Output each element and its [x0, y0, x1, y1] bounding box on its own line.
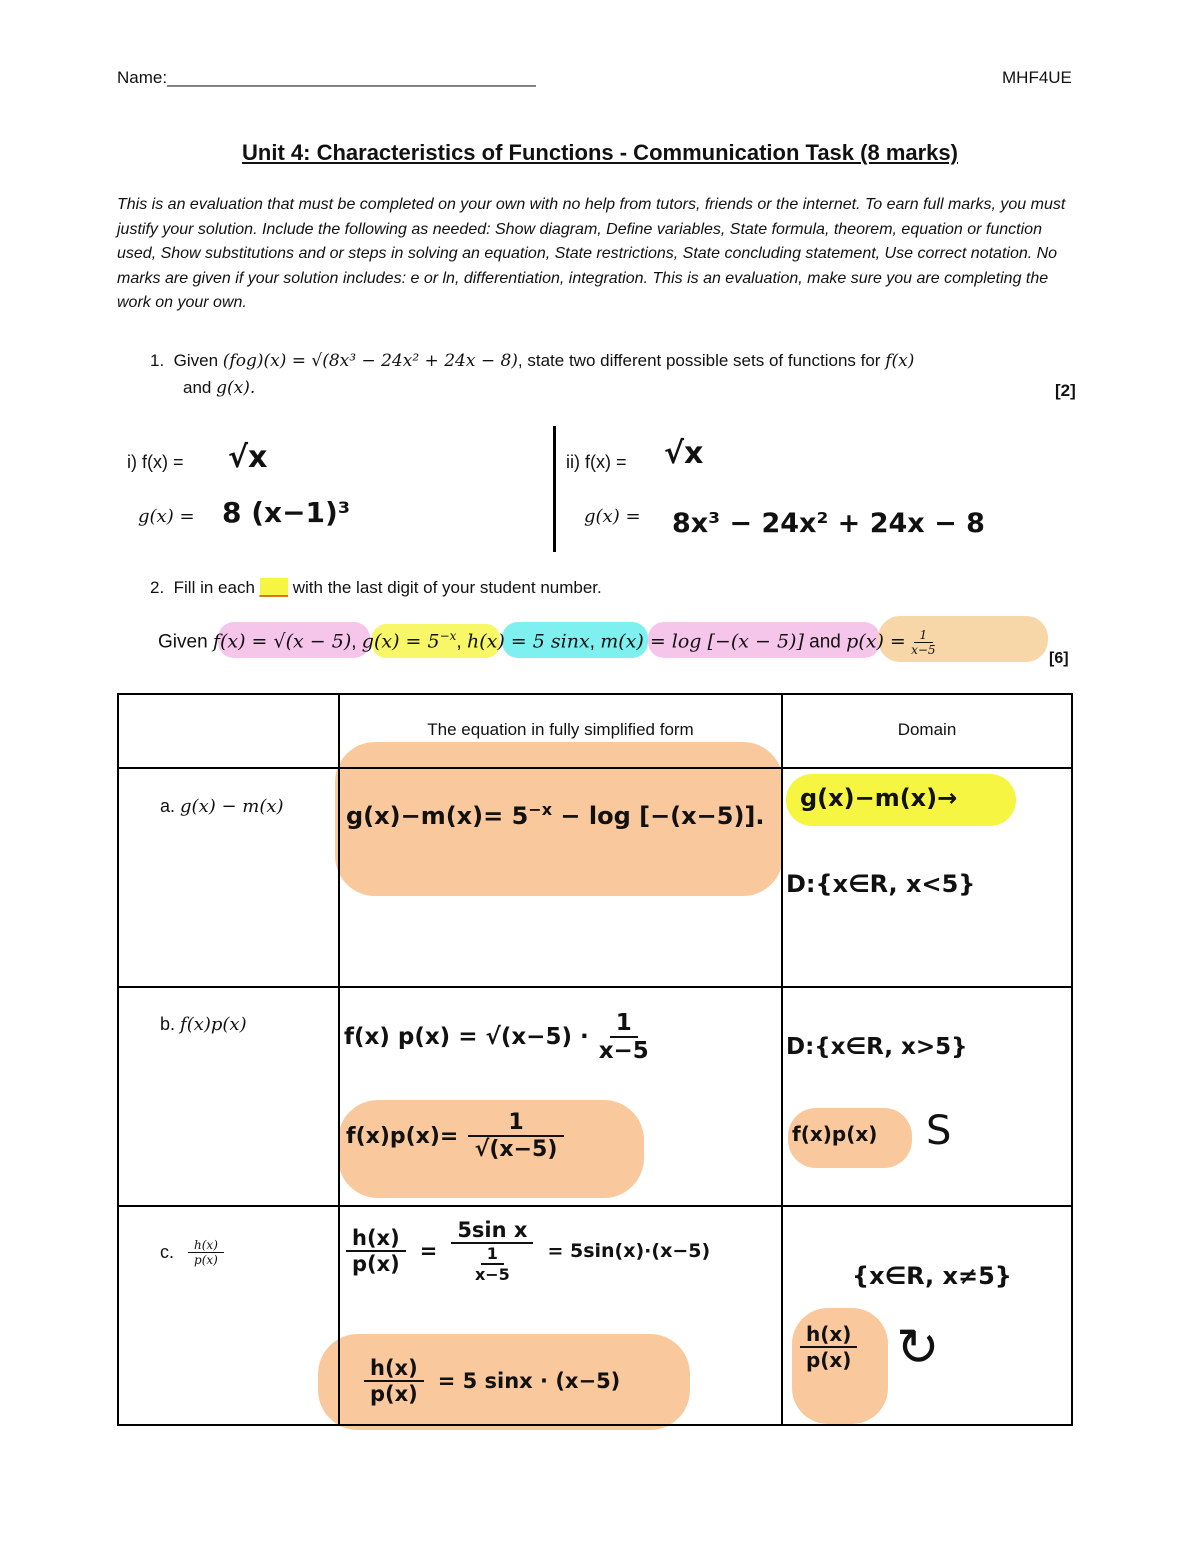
- course-code: MHF4UE: [1002, 68, 1072, 87]
- set-i-f-answer: √x: [228, 440, 268, 475]
- row-c-domain-expr: [800, 1322, 857, 1372]
- row-b-domain-expr: f(x)p(x): [792, 1122, 878, 1146]
- q1-prompt-line2: [183, 378, 255, 398]
- row-b-work-frac-den: x−5: [598, 1038, 649, 1064]
- row-c-domain-frac: [800, 1322, 857, 1372]
- f-function: f(x) = √(x − 5): [212, 630, 352, 653]
- row-c-work2-num: h(x): [364, 1356, 424, 1382]
- m-function: m(x) = log [−(x − 5)]: [600, 630, 804, 653]
- g-function: g(x) = 5: [361, 630, 440, 653]
- row-b-work2-den: √(x−5): [474, 1137, 558, 1162]
- row-b-label: [160, 1014, 247, 1035]
- given-label: Given: [158, 631, 208, 653]
- q1-text: , state two different possible sets of functions for: [517, 351, 881, 370]
- table-row-a-bottom: [117, 986, 1073, 988]
- p-numerator: 1: [914, 628, 934, 643]
- row-c-expr-den: p(x): [194, 1253, 218, 1267]
- row-c-expr: [188, 1238, 224, 1267]
- q1-given: Given: [173, 351, 219, 370]
- q1-number: 1.: [150, 351, 165, 370]
- set-ii-f-answer: √x: [664, 436, 704, 471]
- and-label: and: [809, 631, 841, 653]
- row-b-expr: f(x)p(x): [180, 1014, 247, 1035]
- table-header-bottom: [117, 767, 1073, 769]
- table-border-bottom: [117, 1424, 1073, 1426]
- row-a-domain: D:{x∈R, x<5}: [786, 870, 976, 898]
- row-a-expr: g(x) − m(x): [180, 796, 284, 817]
- q2-prompt: [150, 578, 602, 598]
- set-i-f-label: i) f(x) =: [127, 452, 184, 472]
- set-i-g-answer: 8 (x−1)³: [222, 496, 351, 529]
- g-exponent: −x: [439, 629, 457, 644]
- row-b-work-2: [346, 1110, 564, 1162]
- set-ii-f-label: ii) f(x) =: [566, 452, 627, 472]
- row-c-letter: c.: [160, 1242, 175, 1262]
- row-b-work2-num: 1: [468, 1110, 563, 1137]
- q1-fx: f(x): [885, 351, 915, 371]
- row-c-work-rhs: = 5sin(x)·(x−5): [547, 1240, 711, 1262]
- name-line: Name:_______________________________________: [117, 68, 536, 87]
- table-col-1: [338, 693, 340, 1426]
- table-col-2: [781, 693, 783, 1426]
- row-c-work-mid-den: [475, 1244, 510, 1284]
- q1-prompt: [150, 346, 1080, 376]
- row-b-work-frac-num: 1: [610, 1010, 638, 1038]
- row-a-label: [160, 796, 284, 817]
- row-c-work2-lhs: [364, 1356, 424, 1406]
- row-c-work2-den: p(x): [369, 1382, 418, 1406]
- q1-and: and: [183, 378, 212, 397]
- row-a-work: [346, 800, 765, 830]
- row-c-domain-num: h(x): [800, 1322, 857, 1348]
- table-col-3: [1071, 693, 1073, 1426]
- q1-gx: g(x).: [216, 378, 256, 398]
- q2-number: 2.: [150, 578, 165, 597]
- row-c-domain-den: p(x): [805, 1348, 852, 1372]
- set-i-g-label: g(x) =: [138, 506, 195, 527]
- row-a-domain-expr: g(x)−m(x)→: [800, 784, 958, 812]
- table-header-domain: Domain: [897, 720, 957, 739]
- instructions: This is an evaluation that must be completed on your own with no help from tutors, friends or the internet. To earn full marks, you must justify your solution. Include the following as needed: Show diagram, Define variables, State formula, theorem, equation or function used, Show substitutions and or steps in solving an equation, State restrictions, State concluding statement, Use correct notation. No marks are given if your solution includes: e or ln, differentiation, integration. This is an evaluation, make sure you are completing the work on your own.: [117, 196, 1066, 311]
- row-c-work-mid-num: 5sin x: [451, 1218, 533, 1244]
- h-function: h(x) = 5 sinx: [466, 630, 590, 653]
- row-c-work-lhs-den: p(x): [351, 1252, 400, 1276]
- row-b-work-lhs: f(x) p(x) = √(x−5) ·: [344, 1024, 589, 1050]
- q2-text-before: Fill in each: [173, 578, 255, 597]
- row-b-letter: b.: [160, 1014, 176, 1034]
- row-a-letter: a.: [160, 796, 176, 816]
- row-c-expr-num: h(x): [188, 1238, 224, 1253]
- row-c-domain: {x∈R, x≠5}: [852, 1262, 1012, 1290]
- row-c-work2-rhs: = 5 sinx · (x−5): [437, 1369, 621, 1393]
- p-fraction: [911, 628, 935, 657]
- row-b-work2-lhs: f(x)p(x)=: [346, 1123, 459, 1149]
- table-border-top: [117, 693, 1073, 695]
- p-function: p(x) =: [846, 630, 906, 653]
- row-a-work-exp: −x: [528, 800, 553, 819]
- given-functions: Given f(x) = √(x − 5), $g(x) = 5^{-x}$, h(x) = 5 sinx, m(x) = log [−(x − 5)] and p(x) = $\frac{1}{x-5}$: [158, 628, 936, 657]
- row-a-work-lhs: g(x)−m(x)= 5: [346, 802, 529, 830]
- row-b-work2-frac: [468, 1110, 563, 1162]
- set-ii-g-answer: 8x³ − 24x² + 24x − 8: [672, 508, 985, 539]
- row-b-work-1: [344, 1010, 649, 1064]
- row-c-work-lhs-num: h(x): [346, 1226, 406, 1252]
- row-c-work-lhs: [346, 1226, 406, 1276]
- row-c-work-mid-den-den: x−5: [474, 1265, 510, 1284]
- row-b-domain: D:{x∈R, x>5}: [786, 1034, 968, 1060]
- page-title: Unit 4: Characteristics of Functions - Communication Task (8 marks): [242, 140, 958, 165]
- q1-composite: (fog)(x) = √(8x³ − 24x² + 24x − 8): [222, 351, 518, 371]
- p-denominator: x−5: [911, 643, 936, 657]
- q1-marks: [2]: [1055, 381, 1076, 400]
- row-c-work-2: [364, 1356, 620, 1406]
- row-c-work-mid-den-num: 1: [481, 1244, 504, 1265]
- row-c-work-mid: [451, 1218, 533, 1284]
- row-c-work-eq: =: [419, 1239, 438, 1263]
- q2-text-after: with the last digit of your student number.: [292, 578, 602, 597]
- table-row-b-bottom: [117, 1205, 1073, 1207]
- row-c-work-1: [346, 1218, 710, 1284]
- row-a-work-rhs: − log [−(x−5)].: [552, 802, 765, 830]
- row-b-work-frac: [599, 1010, 649, 1064]
- row-c-domain-arrow-icon: ↻: [896, 1318, 940, 1378]
- table-header-equation: The equation in fully simplified form: [427, 720, 694, 739]
- q2-marks: [6]: [1049, 650, 1069, 667]
- row-b-domain-mark: S: [926, 1108, 952, 1154]
- table-col-0: [117, 693, 119, 1426]
- set-ii-g-label: g(x) =: [584, 506, 641, 527]
- row-c-label: [160, 1238, 224, 1267]
- q1-divider: [553, 426, 556, 552]
- q2-blank: ___: [259, 578, 289, 597]
